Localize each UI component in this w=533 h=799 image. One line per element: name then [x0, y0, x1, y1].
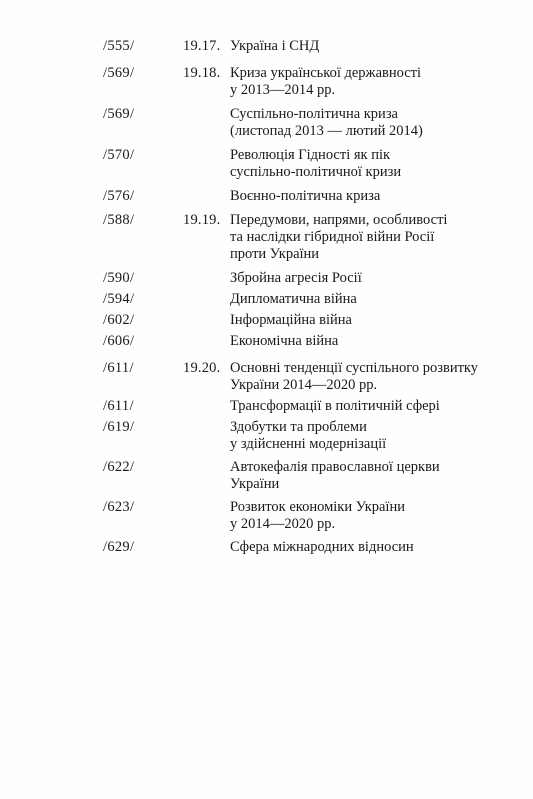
entry-title [230, 106, 510, 140]
entry-title [230, 270, 510, 287]
section-number: 19.17. [183, 38, 221, 54]
toc-entry [103, 270, 503, 287]
entry-title [230, 312, 510, 329]
toc-entry [103, 291, 503, 308]
toc-entry [103, 398, 503, 415]
entry-title [230, 459, 510, 493]
entry-title-line: Воєнно-політична криза [230, 188, 381, 204]
entry-title-line: Трансформації в політичній сфері [230, 398, 440, 414]
page-reference: /588/ [103, 212, 135, 228]
toc-entry [103, 333, 503, 350]
page-reference: /622/ [103, 459, 135, 475]
entry-title-line: (листопад 2013 — лютий 2014) [230, 123, 423, 139]
entry-title-line: Основні тенденції суспільного розвитку [230, 360, 479, 376]
entry-title [230, 398, 510, 415]
toc-entry [103, 65, 503, 99]
entry-title [230, 499, 510, 533]
page-reference: /590/ [103, 270, 135, 286]
entry-title [230, 65, 510, 99]
entry-title-line: проти України [230, 246, 320, 262]
entry-title [230, 188, 510, 205]
entry-title-line: у здійсненні модернізації [230, 436, 387, 452]
page-reference: /606/ [103, 333, 135, 349]
entry-title-line: Інформаційна війна [230, 312, 352, 328]
page-reference: /611/ [103, 398, 134, 414]
page-reference: /576/ [103, 188, 135, 204]
page-reference: /623/ [103, 499, 135, 515]
table-of-contents [103, 38, 503, 556]
page-reference: /611/ [103, 360, 134, 376]
toc-entry [103, 38, 503, 55]
page-reference: /619/ [103, 419, 135, 435]
entry-title [230, 147, 510, 181]
entry-title [230, 360, 510, 394]
entry-title [230, 212, 510, 263]
page-reference: /569/ [103, 106, 135, 122]
entry-title [230, 38, 510, 55]
page-reference: /594/ [103, 291, 135, 307]
entry-title-line: Збройна агресія Росії [230, 270, 362, 286]
entry-title-line: Криза української державності [230, 65, 422, 81]
entry-title-line: Суспільно-політична криза [230, 106, 398, 122]
entry-title-line: Революція Гідності як пік [230, 147, 391, 163]
toc-entry [103, 419, 503, 453]
page-reference: /569/ [103, 65, 135, 81]
entry-title-line: у 2014—2020 рр. [230, 516, 336, 532]
section-number: 19.19. [183, 212, 221, 228]
entry-title-line: Розвиток економіки України [230, 499, 405, 515]
toc-entry [103, 312, 503, 329]
entry-title-line: Автокефалія православної церкви [230, 459, 440, 475]
section-number: 19.18. [183, 65, 221, 81]
entry-title [230, 419, 510, 453]
entry-title-line: Здобутки та проблеми [230, 419, 367, 435]
entry-title-line: Сфера міжнародних відносин [230, 539, 414, 555]
entry-title-line: Дипломатична війна [230, 291, 357, 307]
toc-entry [103, 499, 503, 533]
entry-title-line: Передумови, напрями, особливості [230, 212, 448, 228]
toc-entry [103, 212, 503, 263]
toc-entry [103, 360, 503, 394]
entry-title-line: України 2014—2020 рр. [230, 377, 378, 393]
page-reference: /602/ [103, 312, 135, 328]
entry-title-line: України [230, 476, 280, 492]
toc-entry [103, 106, 503, 140]
entry-title [230, 291, 510, 308]
entry-title-line: суспільно-політичної кризи [230, 164, 402, 180]
entry-title-line: та наслідки гібридної війни Росії [230, 229, 435, 245]
toc-entry [103, 539, 503, 556]
entry-title [230, 539, 510, 556]
toc-entry [103, 188, 503, 205]
entry-title [230, 333, 510, 350]
entry-title-line: Економічна війна [230, 333, 339, 349]
page-reference: /555/ [103, 38, 135, 54]
page-reference: /629/ [103, 539, 135, 555]
entry-title-line: у 2013—2014 рр. [230, 82, 336, 98]
toc-entry [103, 147, 503, 181]
entry-title-line: Україна і СНД [230, 38, 320, 54]
toc-entry [103, 459, 503, 493]
page-reference: /570/ [103, 147, 135, 163]
section-number: 19.20. [183, 360, 221, 376]
